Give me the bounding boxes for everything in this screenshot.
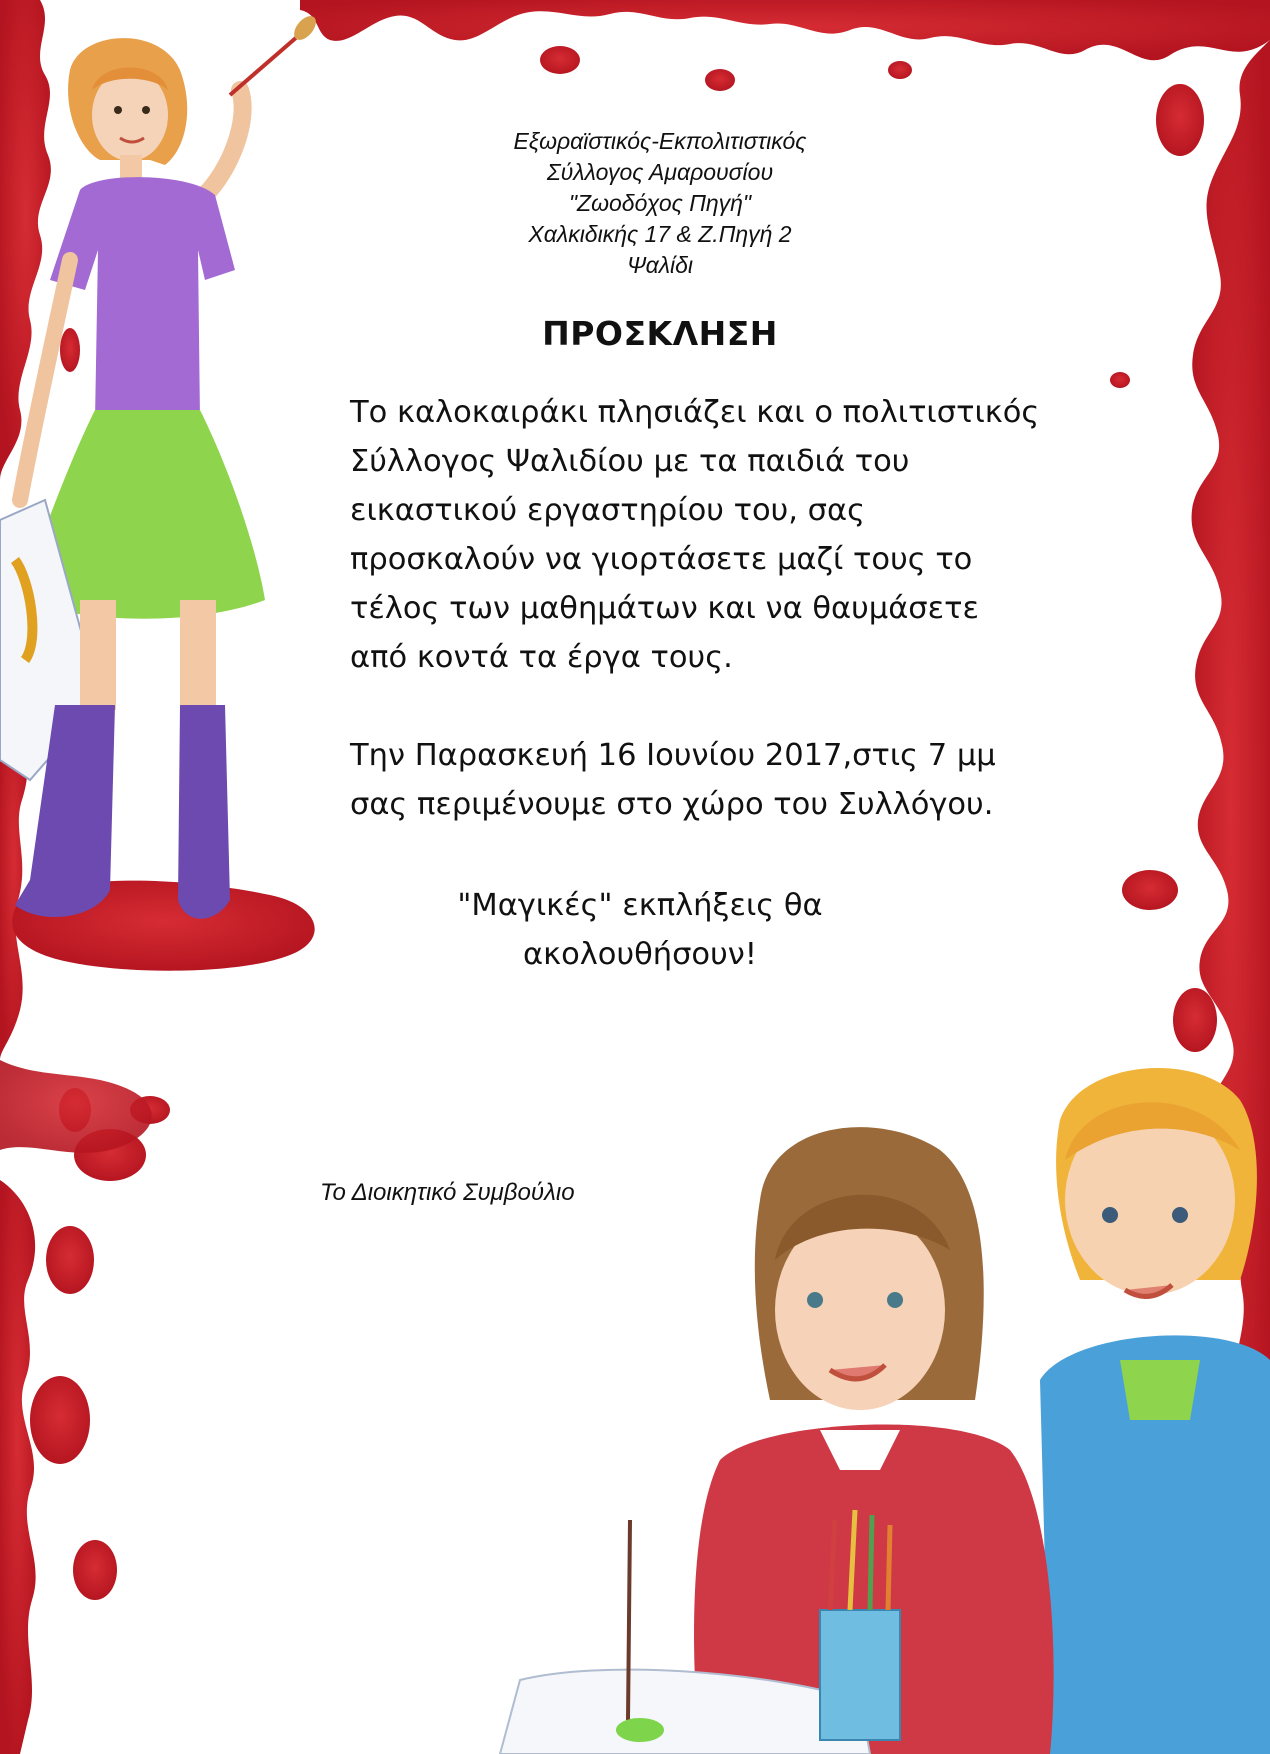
signature: Το Διοικητικό Συμβούλιο: [320, 1179, 575, 1206]
event-line: Την Παρασκευή 16 Ιουνίου 2017,στις 7 μμ: [350, 738, 996, 773]
invitation-body: [350, 388, 1039, 682]
surprise-line: "Μαγικές" εκπλήξεις θα: [457, 888, 823, 923]
children-illustration: [500, 1068, 1270, 1754]
body-line: από κοντά τα έργα τους.: [350, 640, 733, 675]
body-line: τέλος των μαθημάτων και να θαυμάσετε: [350, 591, 979, 626]
event-line: σας περιμένουμε στο χώρο του Συλλόγου.: [350, 787, 994, 822]
body-line: εικαστικού εργαστηρίου του, σας: [350, 493, 865, 528]
organization-area: Ψαλίδι: [626, 252, 694, 278]
surprise-line: ακολουθήσουν!: [523, 937, 757, 972]
organization-line: "Ζωοδόχος Πηγή": [568, 190, 752, 216]
event-details: [350, 731, 996, 829]
body-line: Το καλοκαιράκι πλησιάζει και ο πολιτιστικός: [350, 395, 1040, 430]
body-line: προσκαλούν να γιορτάσετε μαζί τους το: [350, 542, 973, 577]
organization-address: Χαλκιδικής 17 & Ζ.Πηγή 2: [528, 221, 792, 247]
surprise-note: [430, 881, 850, 979]
body-line: Σύλλογος Ψαλιδίου με τα παιδιά του: [350, 444, 910, 479]
girl-illustration: [0, 12, 320, 919]
page-title: ΠΡΟΣΚΛΗΣΗ: [542, 314, 778, 353]
organization-line: Εξωραϊστικός-Εκπολιτιστικός: [513, 128, 807, 154]
organization-header: [410, 126, 910, 281]
organization-line: Σύλλογος Αμαρουσίου: [546, 159, 774, 185]
